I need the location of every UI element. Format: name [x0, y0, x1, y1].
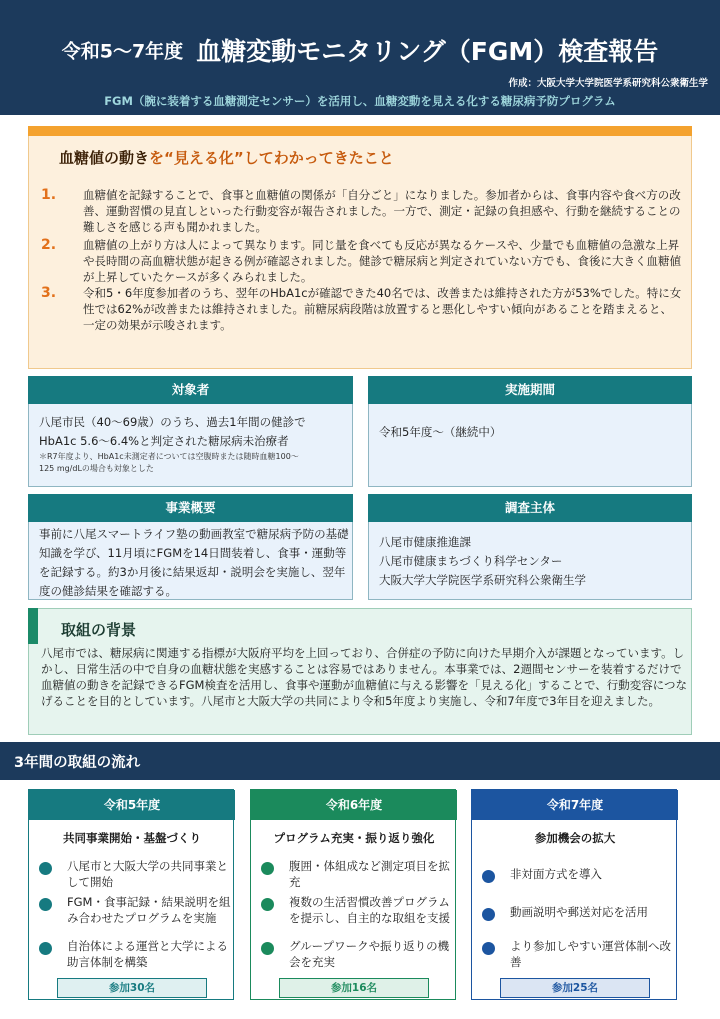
organization-line: 大阪大学大学院医学系研究科公衆衛生学	[379, 573, 586, 587]
year-column-r6	[250, 789, 456, 1000]
bullet-dot-icon	[39, 898, 52, 911]
target-heading: 対象者	[28, 376, 353, 404]
year-item-text: 動画説明や郵送対応を活用	[510, 905, 648, 919]
target-box	[28, 376, 353, 487]
findings-heading-pre: 血糖値の動き	[59, 149, 150, 167]
year-column-r7	[471, 789, 677, 1000]
period-heading: 実施期間	[368, 376, 692, 404]
organization-line: 八尾市健康まちづくり科学センター	[379, 554, 563, 568]
target-note: ＊R7年度より、HbA1c未測定者については空腹時または随時血糖100〜	[39, 452, 299, 461]
findings-heading-emphasis: を“見える化”してわかってきたこと	[149, 149, 394, 167]
title-lead: 令和5〜7年度	[61, 40, 184, 63]
organization-heading: 調査主体	[368, 494, 692, 522]
period-text: 令和5年度〜（継続中）	[379, 425, 502, 439]
year-item-text: FGM・食事記録・結果説明を組み合わせたプログラムを実施	[67, 895, 231, 925]
organization-line: 八尾市健康推進課	[379, 535, 471, 549]
year-item-text: 八尾市と大阪大学の共同事業として開始	[67, 859, 228, 889]
participants-badge: 参加25名	[500, 978, 650, 998]
year-heading: 令和7年度	[472, 790, 678, 820]
finding-text: 血糖値の上がり方は人によって異なります。同じ量を食べても反応が異なるケースや、少量でも血糖値の急激な上昇や長時間の高血糖状態が起きる例が確認されました。健診で糖尿病と判定されていない方でも、食後に大きく血糖値が上昇していたケースが多くみられました。	[83, 238, 681, 284]
title-main: 血糖変動モニタリング（FGM）検査報告	[196, 37, 659, 66]
year-item-text: グループワークや振り返りの機会を充実	[289, 939, 450, 969]
bullet-dot-icon	[39, 942, 52, 955]
year-heading: 令和5年度	[29, 790, 235, 820]
bullet-dot-icon	[482, 942, 495, 955]
page-subtitle: FGM（腕に装着する血糖測定センサー）を活用し、血糖変動を見える化する糖尿病予防プログラム	[104, 94, 616, 108]
finding-text: 血糖値を記録することで、食事と血糖値の関係が「自分ごと」になりました。参加者からは、食事内容や食べ方の改善、運動習慣の見直しといった行動変容が報告されました。一方で、測定・記録の負担感や、行動を継続することの難しさを感じる声も聞かれました。	[83, 188, 681, 234]
participants-badge: 参加30名	[57, 978, 207, 998]
finding-number: 2.	[41, 237, 57, 253]
participants-badge: 参加16名	[279, 978, 429, 998]
overview-box	[28, 494, 353, 600]
background-panel	[28, 608, 692, 735]
year-item-text: より参加しやすい運営体制へ改善	[510, 939, 671, 969]
page-title	[0, 32, 720, 68]
organization-body	[379, 533, 679, 590]
year-item-text: 複数の生活習慣改善プログラムを提示し、自主的な取組を支援	[289, 895, 450, 925]
header-banner	[0, 0, 720, 115]
bullet-dot-icon	[482, 870, 495, 883]
target-note: 125 mg/dLの場合も対象とした	[39, 464, 154, 473]
year-item-text: 自治体による運営と大学による助言体制を構築	[67, 939, 228, 969]
bullet-dot-icon	[482, 908, 495, 921]
organization-box	[368, 494, 692, 600]
bullet-dot-icon	[39, 862, 52, 875]
year-item-text: 非対面方式を導入	[510, 867, 602, 881]
findings-heading	[59, 147, 394, 168]
target-body	[39, 413, 344, 475]
target-line: HbA1c 5.6〜6.4%と判定された糖尿病未治療者	[39, 434, 289, 448]
bullet-dot-icon	[261, 898, 274, 911]
bullet-dot-icon	[261, 862, 274, 875]
year-item-text: 腹囲・体組成など測定項目を拡充	[289, 859, 450, 889]
finding-number: 1.	[41, 187, 57, 203]
flow-band	[0, 742, 720, 780]
year-subtitle: プログラム充実・振り返り強化	[273, 831, 435, 845]
overview-text: 事前に八尾スマートライフ塾の動画教室で糖尿病予防の基礎知識を学び、11月頃にFGMを14日間装着し、食事・運動等を記録する。約3か月後に結果返却・説明会を実施し、翌年度の健診結果を確認する。	[39, 527, 349, 598]
target-line: 八尾市民（40〜69歳）のうち、過去1年間の健診で	[39, 415, 306, 429]
background-heading: 取組の背景	[61, 621, 137, 639]
bullet-dot-icon	[261, 942, 274, 955]
author-credit: 作成：大阪大学大学院医学系研究科公衆衛生学	[508, 78, 708, 89]
background-accent-bar	[28, 608, 38, 644]
year-heading: 令和6年度	[251, 790, 457, 820]
findings-panel	[28, 126, 692, 369]
finding-text: 令和5・6年度参加者のうち、翌年のHbA1cが確認できた40名では、改善または維持された方が53%でした。特に女性では62%が改善または維持されました。前糖尿病段階は放置すると悪化しやすい傾向があることを踏まえると、一定の効果が示唆されます。	[83, 286, 682, 332]
period-box	[368, 376, 692, 487]
year-subtitle: 共同事業開始・基盤づくり	[63, 831, 201, 845]
year-column-r5	[28, 789, 234, 1000]
findings-accent-bar	[28, 126, 692, 136]
background-text: 八尾市では、糖尿病に関連する指標が大阪府平均を上回っており、合併症の予防に向けた早期介入が課題となっています。しかし、日常生活の中で自身の血糖状態を実感することは容易ではありません。本事業では、2週間センサーを装着するだけで血糖値の動きを記録できるFGM検査を活用し、食事や運動が血糖値に与える影響を「見える化」することで、行動変容につなげることを目的としています。八尾市と大阪大学の共同により令和5年度より実施し、令和7年度で3年目を迎えました。	[41, 646, 687, 708]
overview-heading: 事業概要	[28, 494, 353, 522]
year-subtitle: 参加機会の拡大	[534, 831, 616, 845]
finding-number: 3.	[41, 285, 57, 301]
flow-heading: 3年間の取組の流れ	[14, 755, 141, 771]
